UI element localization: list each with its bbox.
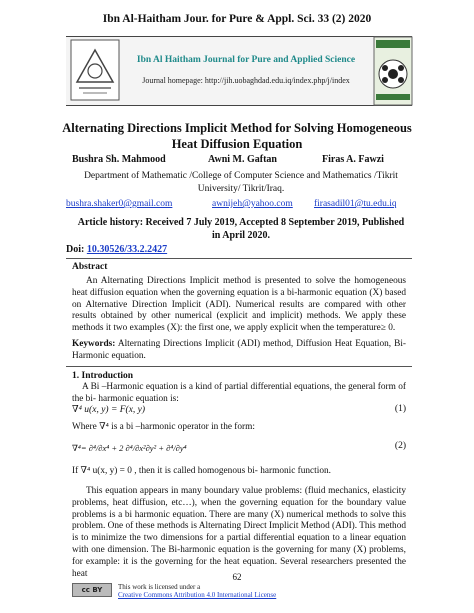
- cc-license-icon[interactable]: cc BY: [72, 583, 112, 597]
- license-link[interactable]: Creative Commons Attribution 4.0 International License: [118, 591, 277, 599]
- doi-link[interactable]: 10.30526/33.2.2427: [86, 244, 168, 255]
- doi-line: [66, 244, 167, 255]
- equation-1: [72, 404, 406, 418]
- section-heading: 1. Introduction: [72, 371, 134, 381]
- journal-cover-icon: [373, 36, 413, 106]
- if-line: If ∇⁴ u(x, y) = 0 , then it is called homogenous bi- harmonic function.: [72, 466, 331, 476]
- page-number: 62: [232, 572, 242, 582]
- intro-paragraph: This equation appears in many boundary value problems: (fluid mechanics, elasticity problems, heat diffusion, etc…), when the governing equation for the boundary value problems is a bi harmonic equation. There are many (X) numerical methods to solve this problem. One of these methods is Alternating Direct Implicit Method (ADI). This method is to minimize the two dimensions for a partial differential equation to a linear equation with one dimension. The Bi-harmonic equation is the governing for many (X) problems, for example: it is the governing for the heat equation. Several researchers presented the heat: [72, 486, 406, 579]
- abstract-text: An Alternating Directions Implicit method is presented to solve the homogeneous heat diffusion equation when the governing equation is a bi-harmonic equation (X) based on Alternative Direction Implicit (ADI). Numerical results are compared with other results obtained by other numerical (explicit and implicit) methods. We apply these methods it two examples (X): the first one, we apply explicit when the temperature≥ 0.: [72, 276, 406, 334]
- doi-label: Doi:: [66, 244, 85, 255]
- where-line: Where ∇⁴ is a bi –harmonic operator in the form:: [72, 422, 255, 432]
- keywords: [72, 339, 406, 363]
- author-name: Firas A. Fawzi: [322, 154, 384, 165]
- keywords-label: Keywords:: [72, 339, 116, 349]
- affiliation: Department of Mathematic /College of Computer Science and Mathematics /Tikrit University/ Tikrit/Iraq.: [84, 171, 398, 194]
- author-name: Bushra Sh. Mahmood: [72, 154, 166, 165]
- divider: [66, 258, 412, 259]
- keywords-text: Alternating Directions Implicit (ADI) method, Diffusion Heat Equation, Bi-Harmonic equation.: [72, 339, 407, 361]
- email-link[interactable]: bushra.shaker0@gmail.com: [66, 199, 173, 209]
- article-history: Article history: Received 7 July 2019, Accepted 8 September 2019, Published in April 2020.: [77, 217, 405, 241]
- equation-2: [72, 441, 406, 463]
- email-link[interactable]: awnijeh@yahoo.com: [212, 199, 293, 209]
- paper-title: Alternating Directions Implicit Method for Solving Homogeneous Heat Diffusion Equation: [62, 121, 412, 151]
- abstract-heading: Abstract: [72, 262, 108, 272]
- equation-expression: ∇⁴= ∂⁴/∂x⁴ + 2 ∂⁴/∂x²∂y² + ∂⁴/∂y⁴: [72, 443, 187, 453]
- journal-homepage[interactable]: Journal homepage: http://jih.uobaghdad.edu.iq/index.php/j/index: [142, 76, 350, 85]
- author-name: Awni M. Gaftan: [208, 154, 277, 165]
- license-text: This work is licensed under a: [118, 583, 201, 591]
- journal-name: Ibn Al Haitham Journal for Pure and Applied Science: [136, 55, 356, 65]
- equation-number: (1): [394, 404, 406, 414]
- equation-number: (2): [394, 441, 406, 451]
- intro-paragraph: A Bi –Harmonic equation is a kind of partial differential equations, the general form of the bi- harmonic equation is:: [72, 382, 406, 404]
- running-head: Ibn Al-Haitham Jour. for Pure & Appl. Sci. 33 (2) 2020: [102, 13, 372, 25]
- email-link[interactable]: firasadil01@tu.edu.iq: [314, 199, 397, 209]
- journal-logo-icon: [69, 38, 121, 102]
- equation-expression: ∇⁴ u(x, y) = F(x, y): [72, 405, 146, 415]
- divider: [66, 366, 412, 367]
